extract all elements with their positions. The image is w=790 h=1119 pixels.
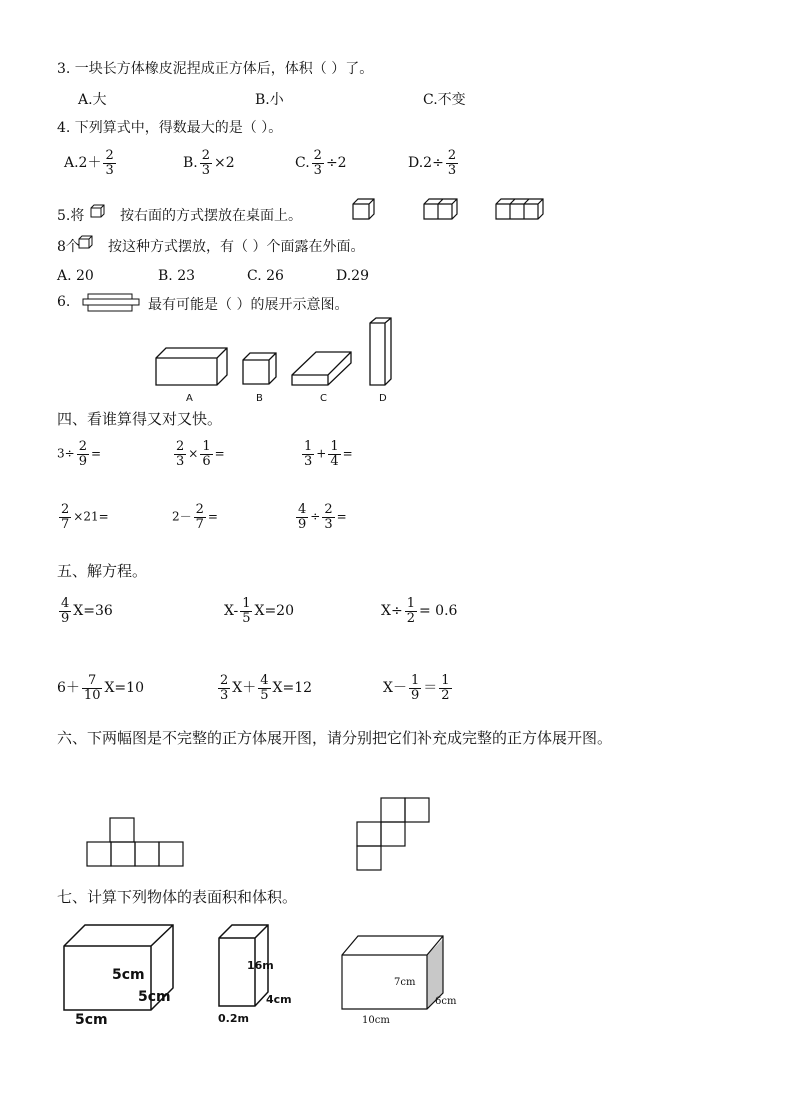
calc-1: 3÷ $\frac{2}{9}$ =: [57, 439, 102, 469]
cube-width-label: 5cm: [75, 1012, 108, 1028]
section-4-title: 四、看谁算得又对又快。: [57, 410, 223, 428]
calc-3: $\frac{1}{3}$ + $\frac{1}{4}$ =: [304, 439, 353, 469]
calc-4: $\frac{2}{7}$ ×21=: [61, 502, 109, 532]
option-label-b: B: [256, 393, 263, 404]
q5-option-b[interactable]: B. 23: [158, 268, 196, 284]
q3-option-b[interactable]: B.小: [255, 92, 284, 108]
q5-line1-prefix: 5.将: [57, 208, 85, 224]
q4-option-a[interactable]: A.2＋ $\frac{2}{3}$: [64, 148, 114, 178]
cube-depth-label: 5cm: [138, 989, 171, 1005]
prism-width-label: 0.2m: [218, 1012, 249, 1025]
q5-line2-prefix: 8个: [57, 239, 80, 255]
cube-height-label: 5cm: [112, 967, 145, 983]
section-5-title: 五、解方程。: [57, 562, 148, 580]
fraction: $\frac{2}{3}$: [313, 148, 322, 178]
cuboid-height-label: 7cm: [394, 977, 416, 988]
prism-depth-label: 4cm: [266, 993, 292, 1006]
q6-text: 最有可能是（ ）的展开示意图。: [148, 297, 349, 313]
fraction: $\frac{2}{3}$: [201, 148, 211, 178]
cube-net-2-figure[interactable]: [356, 797, 430, 871]
equation-2: X- $\frac{1}{5}$ X=20: [224, 596, 294, 626]
equation-6: X－ $\frac{1}{9}$ ＝ $\frac{1}{2}$: [383, 673, 450, 703]
fraction: $\frac{2}{3}$: [105, 148, 114, 178]
small-cube-icon: [78, 235, 94, 249]
prism-height-label: 16m: [247, 959, 274, 972]
option-label-a: A: [186, 393, 193, 404]
q5-option-d[interactable]: D.29: [336, 268, 369, 284]
box-option-b-figure[interactable]: [242, 352, 278, 386]
equation-3: X÷ $\frac{1}{2}$ = 0.6: [381, 596, 458, 626]
equation-1: $\frac{4}{9}$ X=36: [61, 596, 113, 626]
section-6-title: 六、下两幅图是不完整的正方体展开图，请分别把它们补充成完整的正方体展开图。: [57, 729, 613, 747]
calc-2: $\frac{2}{3}$ × $\frac{1}{6}$ =: [176, 439, 225, 469]
q3-option-a[interactable]: A.大: [78, 92, 107, 108]
cuboid-depth-label: 6cm: [435, 996, 457, 1007]
equation-5: $\frac{2}{3}$ X＋ $\frac{4}{5}$ X=12: [220, 673, 313, 703]
box-option-a-figure[interactable]: [155, 347, 229, 387]
cuboid-figure: [341, 935, 445, 1011]
fraction: $\frac{2}{3}$: [447, 148, 457, 178]
box-option-d-figure[interactable]: [369, 317, 393, 387]
q5-option-c[interactable]: C. 26: [247, 268, 284, 284]
q4-option-d[interactable]: D.2÷ $\frac{2}{3}$: [408, 148, 457, 178]
q5-line1-text: 按右面的方式摆放在桌面上。: [120, 208, 302, 224]
option-label-d: D: [379, 393, 387, 404]
small-cube-icon: [90, 204, 106, 218]
q5-option-a[interactable]: A. 20: [57, 268, 94, 284]
q4-text: 4. 下列算式中，得数最大的是（ ）。: [57, 120, 283, 136]
cube-stack-2-icon: [423, 198, 459, 220]
cube-stack-1-icon: [352, 198, 376, 220]
q5-line2-text: 按这种方式摆放，有（ ）个面露在外面。: [108, 239, 365, 255]
option-label-c: C: [320, 393, 327, 404]
q3-text: 3. 一块长方体橡皮泥捏成正方体后，体积（ ）了。: [57, 61, 374, 77]
q6-prefix: 6.: [57, 294, 71, 310]
equation-4: 6＋ $\frac{7}{10}$ X=10: [57, 673, 144, 703]
calc-6: $\frac{4}{9}$ ÷ $\frac{2}{3}$ =: [298, 502, 347, 532]
cube-stack-3-icon: [495, 198, 545, 220]
stacked-strips-icon: [82, 293, 140, 315]
q4-option-c[interactable]: C. $\frac{2}{3}$ ÷2: [295, 148, 347, 178]
section-7-title: 七、计算下列物体的表面积和体积。: [57, 888, 298, 906]
cuboid-width-label: 10cm: [362, 1015, 390, 1026]
q3-option-c[interactable]: C.不变: [423, 92, 466, 108]
cube-net-1-figure[interactable]: [86, 817, 184, 867]
calc-5: 2－ $\frac{2}{7}$ =: [172, 502, 218, 532]
box-option-c-figure[interactable]: [291, 351, 353, 387]
q4-option-b[interactable]: B. $\frac{2}{3}$ ×2: [183, 148, 235, 178]
